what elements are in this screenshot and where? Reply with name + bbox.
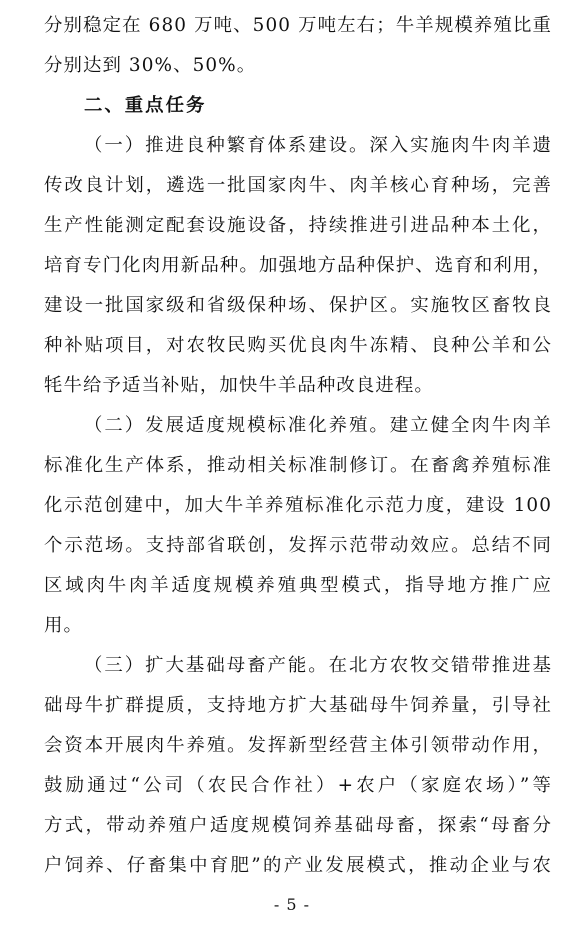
section-heading: 二、重点任务 — [84, 95, 207, 116]
body-text-line: 户饲养、仔畜集中育肥”的产业发展模式，推动企业与农 — [44, 855, 552, 876]
body-text-line: 传改良计划，遴选一批国家肉牛、肉羊核心育种场，完善 — [44, 175, 552, 196]
body-text-line: 个示范场。支持部省联创，发挥示范带动效应。总结不同 — [44, 535, 552, 556]
paragraph-first-line: （二）发展适度规模标准化养殖。建立健全肉牛肉羊 — [84, 415, 552, 436]
body-text-line: 牦牛给予适当补贴，加快牛羊品种改良进程。 — [44, 375, 434, 396]
body-text-line: 种补贴项目，对农牧民购买优良肉牛冻精、良种公羊和公 — [44, 335, 552, 356]
body-text-line: 分别稳定在 680 万吨、500 万吨左右；牛羊规模养殖比重 — [44, 15, 552, 36]
body-text-line: 培育专门化肉用新品种。加强地方品种保护、选育和利用， — [44, 255, 552, 276]
body-text-line: 建设一批国家级和省级保种场、保护区。实施牧区畜牧良 — [44, 295, 552, 316]
body-text-line: 标准化生产体系，推动相关标准制修订。在畜禽养殖标准 — [44, 455, 552, 476]
body-text-line: 化示范创建中，加大牛羊养殖标准化示范力度，建设 100 — [44, 495, 552, 516]
body-text-line: 生产性能测定配套设施设备，持续推进引进品种本土化， — [44, 215, 552, 236]
page-number: - 5 - — [273, 895, 311, 914]
body-text-line: 础母牛扩群提质，支持地方扩大基础母牛饲养量，引导社 — [44, 695, 552, 716]
body-text-line: 区域肉牛肉羊适度规模养殖典型模式，指导地方推广应 — [44, 575, 552, 596]
body-text-line: 分别达到 30%、50%。 — [44, 55, 257, 76]
body-text-line: 用。 — [44, 615, 83, 636]
paragraph-first-line: （一）推进良种繁育体系建设。深入实施肉牛肉羊遗 — [84, 135, 552, 156]
body-text-line: 方式，带动养殖户适度规模饲养基础母畜，探索“母畜分 — [44, 815, 552, 836]
paragraph-first-line: （三）扩大基础母畜产能。在北方农牧交错带推进基 — [84, 655, 552, 676]
body-text-line: 鼓励通过“公司（农民合作社）+农户（家庭农场）”等 — [44, 775, 552, 796]
body-text-line: 会资本开展肉牛养殖。发挥新型经营主体引领带动作用， — [44, 735, 552, 756]
